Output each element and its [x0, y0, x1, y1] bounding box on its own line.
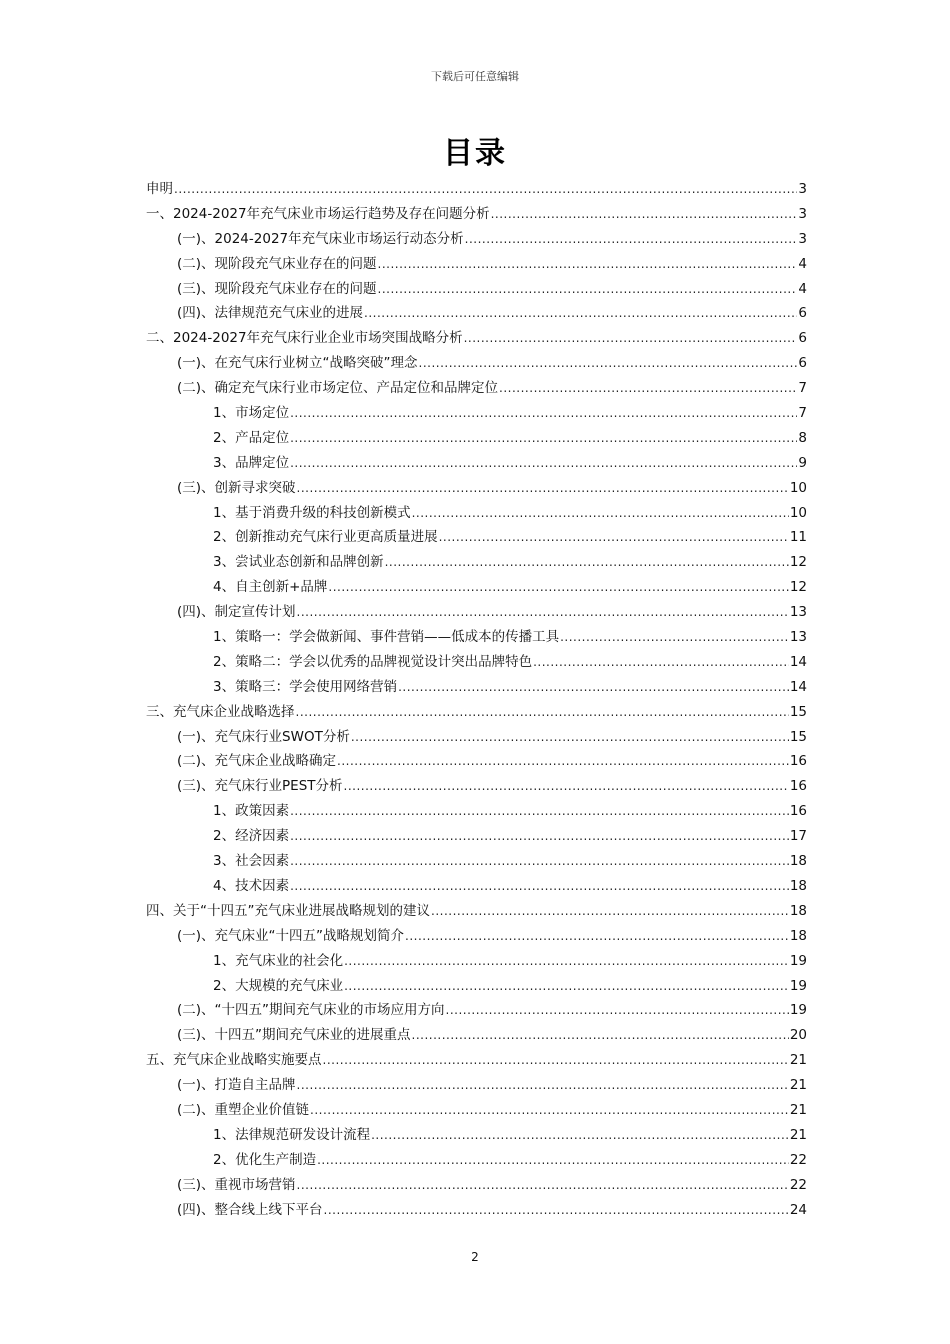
toc-entry-page: 15 [789, 703, 807, 720]
toc-leader-dots [533, 650, 789, 675]
toc-entry[interactable] [146, 949, 807, 974]
toc-leader-dots [290, 874, 789, 899]
toc-entry-text: 3、品牌定位 [213, 454, 290, 471]
toc-entry-text: 四、关于“十四五”充气床业进展战略规划的建议 [146, 902, 430, 919]
toc-leader-dots [431, 899, 789, 924]
toc-entry-text: 3、策略三：学会使用网络营销 [213, 678, 398, 695]
toc-entry-text: (四)、制定宣传计划 [177, 604, 296, 621]
toc-entry-page: 7 [798, 405, 807, 422]
toc-leader-dots [344, 974, 789, 999]
toc-entry-page: 4 [798, 280, 807, 297]
toc-entry-text: 4、自主创新+品牌 [213, 579, 328, 596]
toc-entry-page: 12 [789, 554, 807, 571]
toc-entry-text: 4、技术因素 [213, 877, 290, 894]
toc-entry[interactable] [146, 749, 807, 774]
toc-leader-dots [344, 949, 789, 974]
toc-entry[interactable] [146, 1198, 807, 1223]
toc-entry[interactable] [146, 700, 807, 725]
toc-entry-page: 21 [789, 1052, 807, 1069]
toc-leader-dots [344, 774, 789, 799]
toc-entry-page: 6 [798, 305, 807, 322]
toc-entry[interactable] [146, 824, 807, 849]
toc-entry-text: (一)、2024-2027年充气床业市场运行动态分析 [177, 230, 464, 247]
toc-entry-text: 2、策略二：学会以优秀的品牌视觉设计突出品牌特色 [213, 653, 533, 670]
toc-leader-dots [491, 202, 798, 227]
toc-entry-page: 10 [789, 479, 807, 496]
toc-entry-page: 3 [798, 205, 807, 222]
toc-leader-dots [464, 326, 798, 351]
toc-entry[interactable] [146, 1123, 807, 1148]
toc-entry-text: (一)、充气床业“十四五”战略规划简介 [177, 927, 405, 944]
toc-entry[interactable] [146, 874, 807, 899]
toc-entry[interactable] [146, 177, 807, 202]
toc-entry[interactable] [146, 675, 807, 700]
toc-entry-page: 12 [789, 579, 807, 596]
toc-entry-page: 7 [798, 380, 807, 397]
toc-entry-page: 8 [798, 429, 807, 446]
toc-entry[interactable] [146, 525, 807, 550]
toc-leader-dots [290, 799, 789, 824]
toc-entry-text: 三、充气床企业战略选择 [146, 703, 295, 720]
toc-leader-dots [297, 1173, 789, 1198]
toc-entry[interactable] [146, 227, 807, 252]
toc-leader-dots [323, 1048, 789, 1073]
toc-entry[interactable] [146, 1098, 807, 1123]
toc-entry-page: 16 [789, 753, 807, 770]
toc-entry-page: 20 [789, 1027, 807, 1044]
toc-leader-dots [328, 575, 788, 600]
toc-entry-page: 18 [789, 877, 807, 894]
toc-entry[interactable] [146, 426, 807, 451]
table-of-contents [146, 177, 807, 1222]
toc-entry-page: 10 [789, 504, 807, 521]
toc-entry-page: 14 [789, 678, 807, 695]
toc-entry-page: 17 [789, 828, 807, 845]
toc-entry[interactable] [146, 799, 807, 824]
toc-leader-dots [560, 625, 789, 650]
toc-entry[interactable] [146, 575, 807, 600]
toc-entry-page: 21 [789, 1126, 807, 1143]
toc-leader-dots [174, 177, 797, 202]
toc-entry[interactable] [146, 376, 807, 401]
toc-entry-text: 1、策略一：学会做新闻、事件营销——低成本的传播工具 [213, 629, 560, 646]
toc-entry[interactable] [146, 451, 807, 476]
toc-entry-text: 五、充气床企业战略实施要点 [146, 1052, 322, 1069]
toc-leader-dots [378, 277, 798, 302]
toc-entry-text: 3、尝试业态创新和品牌创新 [213, 554, 384, 571]
toc-entry-text: 二、2024-2027年充气床行业企业市场突围战略分析 [146, 330, 463, 347]
toc-entry-page: 4 [798, 255, 807, 272]
toc-entry-text: (三)、现阶段充气床业存在的问题 [177, 280, 377, 297]
toc-entry-page: 18 [789, 902, 807, 919]
toc-entry-page: 11 [789, 529, 807, 546]
toc-entry-text: 2、优化生产制造 [213, 1151, 317, 1168]
toc-entry-page: 15 [789, 728, 807, 745]
toc-entry-page: 21 [789, 1077, 807, 1094]
toc-leader-dots [290, 824, 789, 849]
toc-title: 目录 [443, 136, 507, 171]
toc-entry-text: (二)、现阶段充气床业存在的问题 [177, 255, 377, 272]
toc-entry[interactable] [146, 252, 807, 277]
toc-leader-dots [446, 998, 789, 1023]
toc-entry[interactable] [146, 1148, 807, 1173]
toc-entry-text: 1、充气床业的社会化 [213, 952, 344, 969]
toc-entry-page: 19 [789, 977, 807, 994]
toc-leader-dots [412, 501, 789, 526]
toc-entry-page: 18 [789, 853, 807, 870]
toc-entry-text: 3、社会因素 [213, 853, 290, 870]
toc-entry-text: (二)、“十四五”期间充气床业的市场应用方向 [177, 1002, 445, 1019]
toc-entry[interactable] [146, 550, 807, 575]
toc-entry[interactable] [146, 600, 807, 625]
toc-leader-dots [499, 376, 797, 401]
toc-leader-dots [419, 351, 798, 376]
toc-entry-text: 1、法律规范研发设计流程 [213, 1126, 371, 1143]
toc-entry-page: 6 [798, 330, 807, 347]
toc-entry-text: 2、产品定位 [213, 429, 290, 446]
toc-entry-page: 6 [798, 355, 807, 372]
toc-leader-dots [351, 725, 789, 750]
toc-leader-dots [465, 227, 798, 252]
toc-entry[interactable] [146, 1173, 807, 1198]
toc-entry-text: 一、2024-2027年充气床业市场运行趋势及存在问题分析 [146, 205, 490, 222]
toc-entry[interactable] [146, 277, 807, 302]
toc-entry[interactable] [146, 1073, 807, 1098]
toc-leader-dots [290, 451, 797, 476]
toc-entry-page: 16 [789, 803, 807, 820]
toc-entry-text: (一)、充气床行业SWOT分析 [177, 728, 350, 745]
toc-leader-dots [439, 525, 789, 550]
toc-entry-page: 3 [798, 230, 807, 247]
toc-entry[interactable] [146, 401, 807, 426]
toc-entry-text: 1、政策因素 [213, 803, 290, 820]
toc-entry-text: (三)、重视市场营销 [177, 1176, 296, 1193]
toc-entry[interactable] [146, 974, 807, 999]
toc-entry[interactable] [146, 1048, 807, 1073]
toc-entry-text: 2、大规模的充气床业 [213, 977, 344, 994]
toc-entry-text: (二)、确定充气床行业市场定位、产品定位和品牌定位 [177, 380, 499, 397]
toc-entry[interactable] [146, 625, 807, 650]
toc-entry[interactable] [146, 476, 807, 501]
toc-leader-dots [337, 749, 789, 774]
toc-leader-dots [405, 924, 789, 949]
toc-leader-dots [310, 1098, 789, 1123]
toc-entry-text: (三)、充气床行业PEST分析 [177, 778, 343, 795]
toc-entry-page: 9 [798, 454, 807, 471]
toc-leader-dots [371, 1123, 789, 1148]
toc-entry-page: 13 [789, 629, 807, 646]
toc-leader-dots [290, 849, 789, 874]
toc-entry[interactable] [146, 650, 807, 675]
toc-entry-page: 22 [789, 1151, 807, 1168]
toc-entry-text: 1、基于消费升级的科技创新模式 [213, 504, 411, 521]
toc-leader-dots [378, 252, 798, 277]
toc-entry-page: 14 [789, 653, 807, 670]
toc-leader-dots [297, 1073, 789, 1098]
toc-entry-text: (四)、整合线上线下平台 [177, 1201, 323, 1218]
toc-entry[interactable] [146, 924, 807, 949]
toc-entry-page: 13 [789, 604, 807, 621]
toc-entry-text: (二)、重塑企业价值链 [177, 1101, 310, 1118]
toc-leader-dots [297, 600, 789, 625]
toc-entry[interactable] [146, 351, 807, 376]
toc-entry-text: (一)、打造自主品牌 [177, 1077, 296, 1094]
toc-leader-dots [398, 675, 789, 700]
toc-entry-page: 19 [789, 1002, 807, 1019]
toc-entry-page: 21 [789, 1101, 807, 1118]
toc-entry-page: 19 [789, 952, 807, 969]
page-header: 下载后可任意编辑 [431, 70, 519, 83]
toc-entry[interactable] [146, 301, 807, 326]
toc-entry[interactable] [146, 501, 807, 526]
toc-entry[interactable] [146, 998, 807, 1023]
toc-entry[interactable] [146, 326, 807, 351]
toc-entry[interactable] [146, 774, 807, 799]
toc-entry-page: 18 [789, 927, 807, 944]
toc-entry-text: (三)、十四五”期间充气床业的进展重点 [177, 1027, 411, 1044]
toc-leader-dots [317, 1148, 789, 1173]
toc-entry-text: 申明 [146, 181, 173, 197]
toc-leader-dots [290, 426, 797, 451]
toc-leader-dots [364, 301, 797, 326]
page-number: 2 [471, 1250, 479, 1264]
toc-entry[interactable] [146, 899, 807, 924]
toc-entry-text: (三)、创新寻求突破 [177, 479, 296, 496]
toc-entry-text: (四)、法律规范充气床业的进展 [177, 305, 364, 322]
toc-entry-text: 2、创新推动充气床行业更高质量进展 [213, 529, 438, 546]
toc-leader-dots [324, 1198, 789, 1223]
toc-entry-text: 2、经济因素 [213, 828, 290, 845]
toc-entry-page: 24 [789, 1201, 807, 1218]
toc-leader-dots [297, 476, 789, 501]
toc-entry[interactable] [146, 725, 807, 750]
toc-entry-page: 22 [789, 1176, 807, 1193]
toc-leader-dots [296, 700, 789, 725]
toc-entry-text: (二)、充气床企业战略确定 [177, 753, 337, 770]
toc-entry-text: 1、市场定位 [213, 405, 290, 422]
toc-entry-page: 16 [789, 778, 807, 795]
toc-entry[interactable] [146, 202, 807, 227]
toc-leader-dots [385, 550, 789, 575]
toc-entry[interactable] [146, 849, 807, 874]
toc-entry[interactable] [146, 1023, 807, 1048]
toc-entry-page: 3 [798, 181, 807, 197]
toc-entry-text: (一)、在充气床行业树立“战略突破”理念 [177, 355, 418, 372]
toc-leader-dots [290, 401, 797, 426]
toc-leader-dots [412, 1023, 789, 1048]
